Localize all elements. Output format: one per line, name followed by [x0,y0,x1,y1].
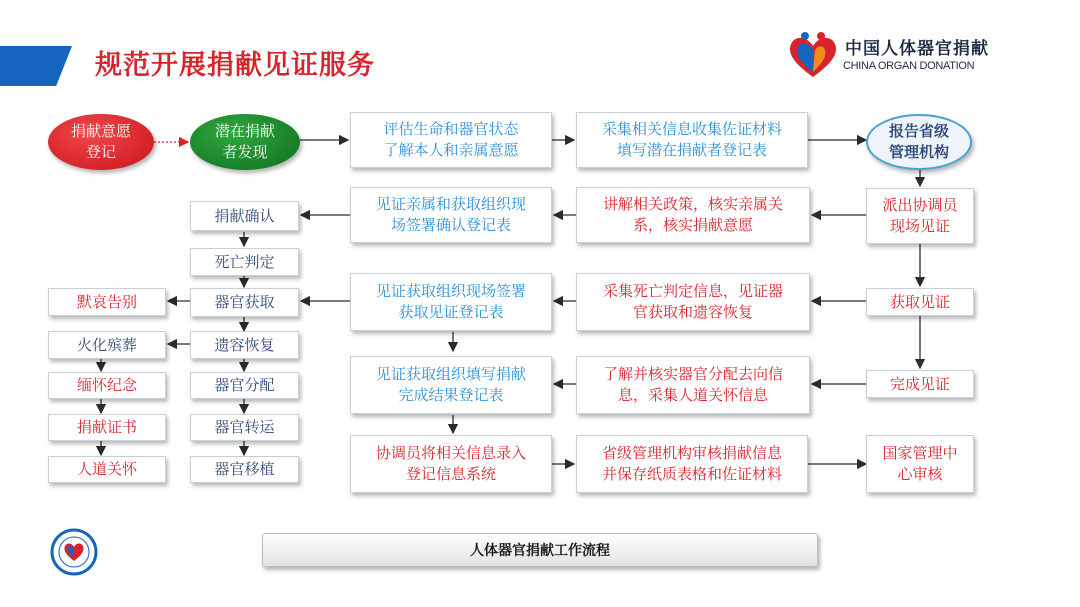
node-report-provincial: 报告省级 管理机构 [866,114,972,170]
node-memorial: 缅怀纪念 [48,372,166,399]
node-complete-witness: 完成见证 [866,370,974,398]
node-witness-complete-form: 见证获取组织填写捐献 完成结果登记表 [350,356,552,414]
page-title: 规范开展捐献见证服务 [95,50,375,81]
node-obtain-witness: 获取见证 [866,288,974,316]
node-allocation-info: 了解并核实器官分配去向信 息，采集人道关怀信息 [576,356,810,414]
node-cremation: 火化殡葬 [48,331,166,359]
node-restore-appearance: 遗容恢复 [190,331,299,359]
node-explain-policy: 讲解相关政策，核实亲属关 系，核实捐献意愿 [576,187,810,243]
node-donation-certificate: 捐献证书 [48,414,166,441]
organ-donation-seal-icon [50,528,98,576]
node-national-review: 国家管理中 心审核 [866,435,974,493]
node-organ-distribute: 器官分配 [190,372,299,399]
node-donation-confirm: 捐献确认 [190,201,299,231]
node-dispatch-coordinator: 派出协调员 现场见证 [866,188,974,244]
node-enter-system: 协调员将相关信息录入 登记信息系统 [350,435,552,493]
flow-caption: 人体器官捐献工作流程 [262,533,818,567]
logo-english-text: CHINA ORGAN DONATION [843,60,975,72]
node-witness-obtain-form: 见证获取组织现场签署 获取见证登记表 [350,273,552,331]
node-assess-status: 评估生命和器官状态 了解本人和亲属意愿 [350,112,552,168]
node-potential-discovery: 潜在捐献 者发现 [190,114,300,170]
node-death-determination: 死亡判定 [190,248,299,276]
node-humane-care: 人道关怀 [48,456,166,483]
node-organ-transport: 器官转运 [190,414,299,441]
node-organ-obtain: 器官获取 [190,288,299,317]
node-collect-death-info: 采集死亡判定信息，见证器 官获取和遗容恢复 [576,273,810,331]
node-collect-info: 采集相关信息收集佐证材料 填写潜在捐献者登记表 [576,112,808,168]
node-provincial-review: 省级管理机构审核捐献信息 并保存纸质表格和佐证材料 [576,435,808,493]
node-witness-family: 见证亲属和获取组织现 场签署确认登记表 [350,187,552,243]
node-mourning: 默哀告别 [48,288,166,316]
node-donation-intent: 捐献意愿 登记 [48,114,154,170]
node-organ-transplant: 器官移植 [190,456,299,483]
logo-chinese-text: 中国人体器官捐献 [845,39,989,59]
